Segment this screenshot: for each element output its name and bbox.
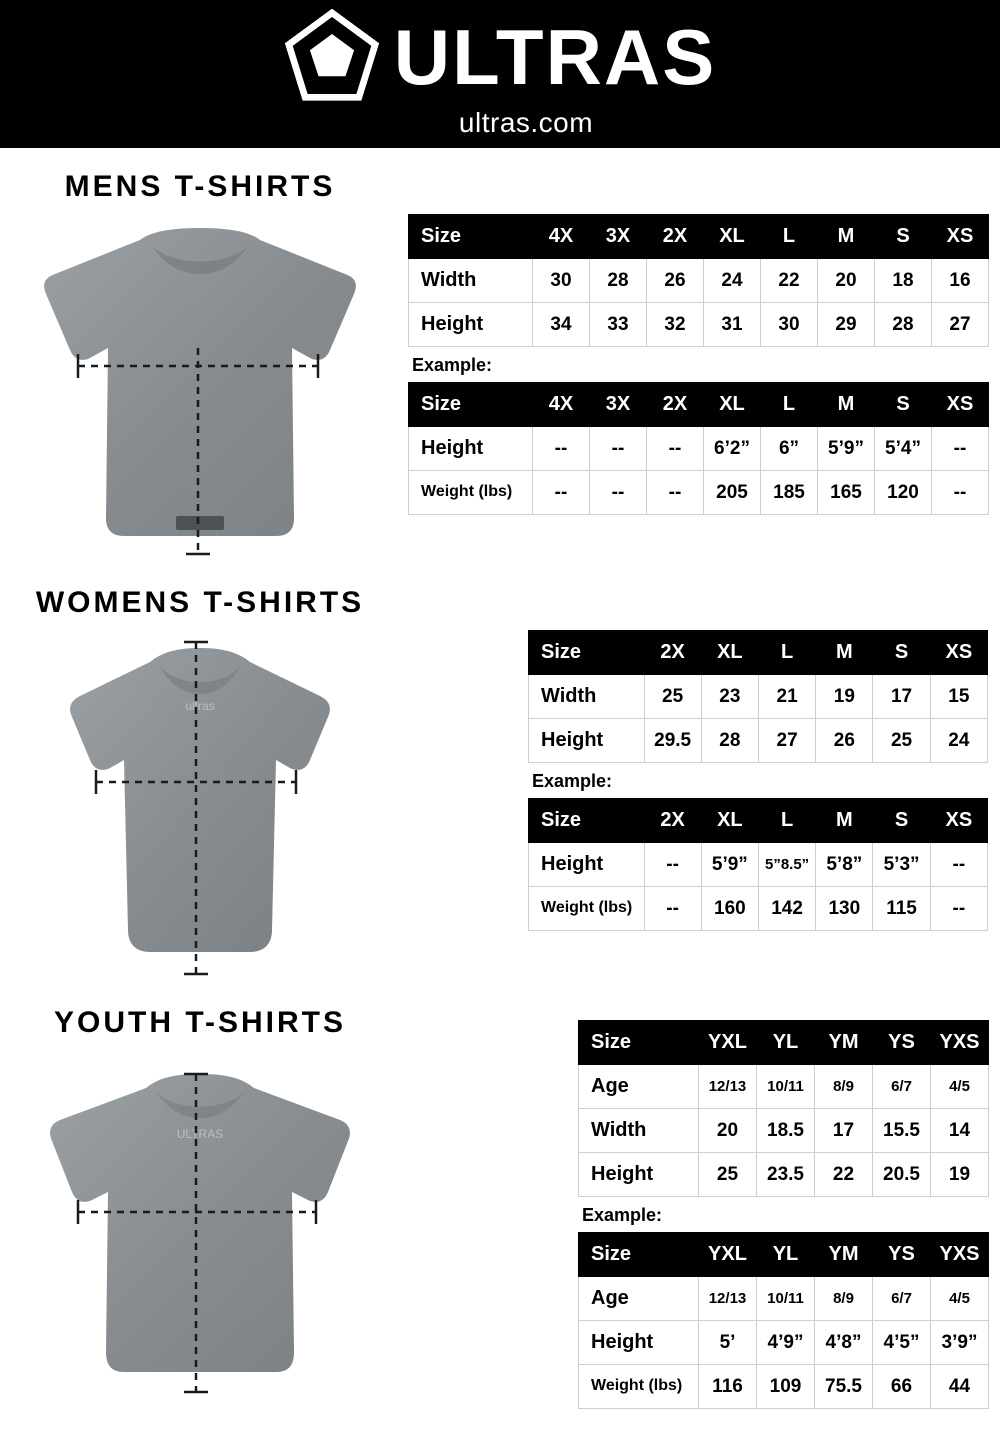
cell: 4’5” — [873, 1321, 931, 1365]
row-label-weight: Weight (lbs) — [579, 1365, 699, 1409]
cell: 19 — [816, 675, 873, 719]
cell: 19 — [931, 1153, 989, 1197]
cell: 20 — [818, 259, 875, 303]
cell: 12/13 — [699, 1277, 757, 1321]
cell: 5’9” — [818, 427, 875, 471]
cell: 20.5 — [873, 1153, 931, 1197]
cell: -- — [590, 427, 647, 471]
cell: 23 — [701, 675, 758, 719]
brand-title: ULTRAS — [393, 12, 717, 101]
cell: -- — [930, 887, 987, 931]
col-size: Size — [409, 383, 533, 427]
col-size: Size — [579, 1021, 699, 1065]
cell: 4’9” — [757, 1321, 815, 1365]
col-size: Size — [529, 799, 645, 843]
mens-tables — [408, 214, 988, 515]
table-header-row — [409, 383, 989, 427]
page-header — [0, 0, 1000, 148]
cell: 15.5 — [873, 1109, 931, 1153]
col-4x: 4X — [533, 215, 590, 259]
cell: 5’ — [699, 1321, 757, 1365]
cell: 12/13 — [699, 1065, 757, 1109]
table-row — [409, 303, 989, 347]
col-m: M — [818, 383, 875, 427]
col-l: L — [761, 383, 818, 427]
cell: 27 — [932, 303, 989, 347]
womens-measure-table — [528, 630, 988, 763]
cell: 28 — [590, 259, 647, 303]
table-row — [409, 259, 989, 303]
row-label-height: Height — [529, 843, 645, 887]
section-title-youth: YOUTH T-SHIRTS — [53, 1006, 346, 1039]
section-title-womens: WOMENS T-SHIRTS — [35, 586, 365, 619]
col-yxs: YXS — [931, 1021, 989, 1065]
cell: 22 — [761, 259, 818, 303]
cell: -- — [647, 471, 704, 515]
cell: 4’8” — [815, 1321, 873, 1365]
table-row — [529, 675, 988, 719]
cell: 30 — [761, 303, 818, 347]
pentagon-shield-logo-icon — [284, 9, 380, 105]
table-row — [579, 1277, 989, 1321]
cell: 25 — [644, 675, 701, 719]
cell: 130 — [816, 887, 873, 931]
cell: 115 — [873, 887, 930, 931]
table-row — [579, 1065, 989, 1109]
table-header-row — [529, 799, 988, 843]
row-label-width: Width — [529, 675, 645, 719]
cell: 29 — [818, 303, 875, 347]
cell: -- — [932, 471, 989, 515]
table-header-row — [409, 215, 989, 259]
table-row — [579, 1153, 989, 1197]
womens-tshirt-illustration — [0, 630, 400, 990]
cell: -- — [647, 427, 704, 471]
col-l: L — [761, 215, 818, 259]
table-row — [579, 1365, 989, 1409]
cell: 31 — [704, 303, 761, 347]
cell: 66 — [873, 1365, 931, 1409]
col-size: Size — [579, 1233, 699, 1277]
cell: 27 — [758, 719, 815, 763]
cell: 5’3” — [873, 843, 930, 887]
cell: -- — [644, 887, 701, 931]
col-l: L — [758, 799, 815, 843]
col-4x: 4X — [533, 383, 590, 427]
col-s: S — [873, 799, 930, 843]
cell: 5’8” — [816, 843, 873, 887]
row-label-weight: Weight (lbs) — [409, 471, 533, 515]
youth-tables — [578, 1020, 988, 1409]
womens-tables — [528, 630, 988, 931]
col-xs: XS — [932, 215, 989, 259]
row-label-weight: Weight (lbs) — [529, 887, 645, 931]
womens-example-label: Example: — [532, 771, 613, 791]
cell: 34 — [533, 303, 590, 347]
cell: 6’2” — [704, 427, 761, 471]
cell: 17 — [815, 1109, 873, 1153]
row-label-width: Width — [409, 259, 533, 303]
table-header-row — [579, 1021, 989, 1065]
cell: 29.5 — [644, 719, 701, 763]
brand-domain: ultras.com — [458, 107, 594, 138]
table-header-row — [579, 1233, 989, 1277]
cell: 20 — [699, 1109, 757, 1153]
cell: 5’4” — [875, 427, 932, 471]
col-size: Size — [409, 215, 533, 259]
cell: 16 — [932, 259, 989, 303]
col-m: M — [818, 215, 875, 259]
col-yl: YL — [757, 1233, 815, 1277]
cell: 109 — [757, 1365, 815, 1409]
row-label-height: Height — [529, 719, 645, 763]
cell: 21 — [758, 675, 815, 719]
cell: 10/11 — [757, 1065, 815, 1109]
cell: 165 — [818, 471, 875, 515]
cell: 4/5 — [931, 1277, 989, 1321]
col-ys: YS — [873, 1233, 931, 1277]
row-label-width: Width — [579, 1109, 699, 1153]
mens-example-label: Example: — [412, 355, 493, 375]
col-2x: 2X — [644, 799, 701, 843]
cell: 26 — [816, 719, 873, 763]
col-2x: 2X — [647, 383, 704, 427]
youth-measure-table — [578, 1020, 989, 1197]
col-3x: 3X — [590, 383, 647, 427]
cell: 14 — [931, 1109, 989, 1153]
cell: -- — [930, 843, 987, 887]
cell: 6” — [761, 427, 818, 471]
cell: 25 — [699, 1153, 757, 1197]
col-yxs: YXS — [931, 1233, 989, 1277]
col-s: S — [875, 383, 932, 427]
svg-text:ultras: ultras — [185, 699, 215, 713]
row-label-height: Height — [409, 427, 533, 471]
col-m: M — [816, 799, 873, 843]
cell: 18.5 — [757, 1109, 815, 1153]
col-s: S — [875, 215, 932, 259]
row-label-age: Age — [579, 1065, 699, 1109]
cell: 4/5 — [931, 1065, 989, 1109]
cell: 17 — [873, 675, 930, 719]
cell: 33 — [590, 303, 647, 347]
mens-measure-table — [408, 214, 989, 347]
cell: -- — [533, 471, 590, 515]
cell: 15 — [930, 675, 987, 719]
section-title-mens: MENS T-SHIRTS — [64, 170, 336, 203]
cell: 30 — [533, 259, 590, 303]
cell: 5’9” — [701, 843, 758, 887]
table-row — [409, 471, 989, 515]
table-row — [579, 1321, 989, 1365]
cell: 24 — [704, 259, 761, 303]
cell: 205 — [704, 471, 761, 515]
cell: 6/7 — [873, 1277, 931, 1321]
col-ym: YM — [815, 1021, 873, 1065]
cell: 18 — [875, 259, 932, 303]
row-label-height: Height — [579, 1321, 699, 1365]
cell: 8/9 — [815, 1065, 873, 1109]
cell: -- — [932, 427, 989, 471]
table-row — [529, 843, 988, 887]
cell: 24 — [930, 719, 987, 763]
table-header-row — [529, 631, 988, 675]
mens-example-table — [408, 382, 989, 515]
cell: -- — [644, 843, 701, 887]
cell: 160 — [701, 887, 758, 931]
col-l: L — [758, 631, 815, 675]
col-m: M — [816, 631, 873, 675]
col-yxl: YXL — [699, 1021, 757, 1065]
cell: 8/9 — [815, 1277, 873, 1321]
cell: 32 — [647, 303, 704, 347]
col-yl: YL — [757, 1021, 815, 1065]
womens-example-table — [528, 798, 988, 931]
youth-tshirt-illustration — [0, 1052, 400, 1412]
cell: 25 — [873, 719, 930, 763]
col-2x: 2X — [644, 631, 701, 675]
cell: 44 — [931, 1365, 989, 1409]
col-3x: 3X — [590, 215, 647, 259]
col-ys: YS — [873, 1021, 931, 1065]
col-size: Size — [529, 631, 645, 675]
col-xl: XL — [704, 383, 761, 427]
cell: 75.5 — [815, 1365, 873, 1409]
cell: 28 — [701, 719, 758, 763]
col-s: S — [873, 631, 930, 675]
col-yxl: YXL — [699, 1233, 757, 1277]
cell: 28 — [875, 303, 932, 347]
cell: 26 — [647, 259, 704, 303]
youth-example-table — [578, 1232, 989, 1409]
col-xs: XS — [932, 383, 989, 427]
cell: 185 — [761, 471, 818, 515]
table-row — [409, 427, 989, 471]
table-row — [579, 1109, 989, 1153]
cell: 116 — [699, 1365, 757, 1409]
svg-text:ULTRAS: ULTRAS — [176, 1127, 224, 1141]
col-xs: XS — [930, 799, 987, 843]
cell: 22 — [815, 1153, 873, 1197]
cell: -- — [590, 471, 647, 515]
youth-example-label: Example: — [582, 1205, 663, 1225]
cell: -- — [533, 427, 590, 471]
col-xl: XL — [701, 799, 758, 843]
cell: 142 — [758, 887, 815, 931]
cell: 23.5 — [757, 1153, 815, 1197]
col-2x: 2X — [647, 215, 704, 259]
cell: 6/7 — [873, 1065, 931, 1109]
cell: 3’9” — [931, 1321, 989, 1365]
table-row — [529, 887, 988, 931]
col-xl: XL — [701, 631, 758, 675]
mens-tshirt-illustration — [0, 218, 400, 568]
col-ym: YM — [815, 1233, 873, 1277]
cell: 120 — [875, 471, 932, 515]
col-xs: XS — [930, 631, 987, 675]
cell: 5”8.5” — [758, 843, 815, 887]
row-label-age: Age — [579, 1277, 699, 1321]
brand-row — [284, 9, 717, 105]
table-row — [529, 719, 988, 763]
cell: 10/11 — [757, 1277, 815, 1321]
row-label-height: Height — [409, 303, 533, 347]
col-xl: XL — [704, 215, 761, 259]
row-label-height: Height — [579, 1153, 699, 1197]
